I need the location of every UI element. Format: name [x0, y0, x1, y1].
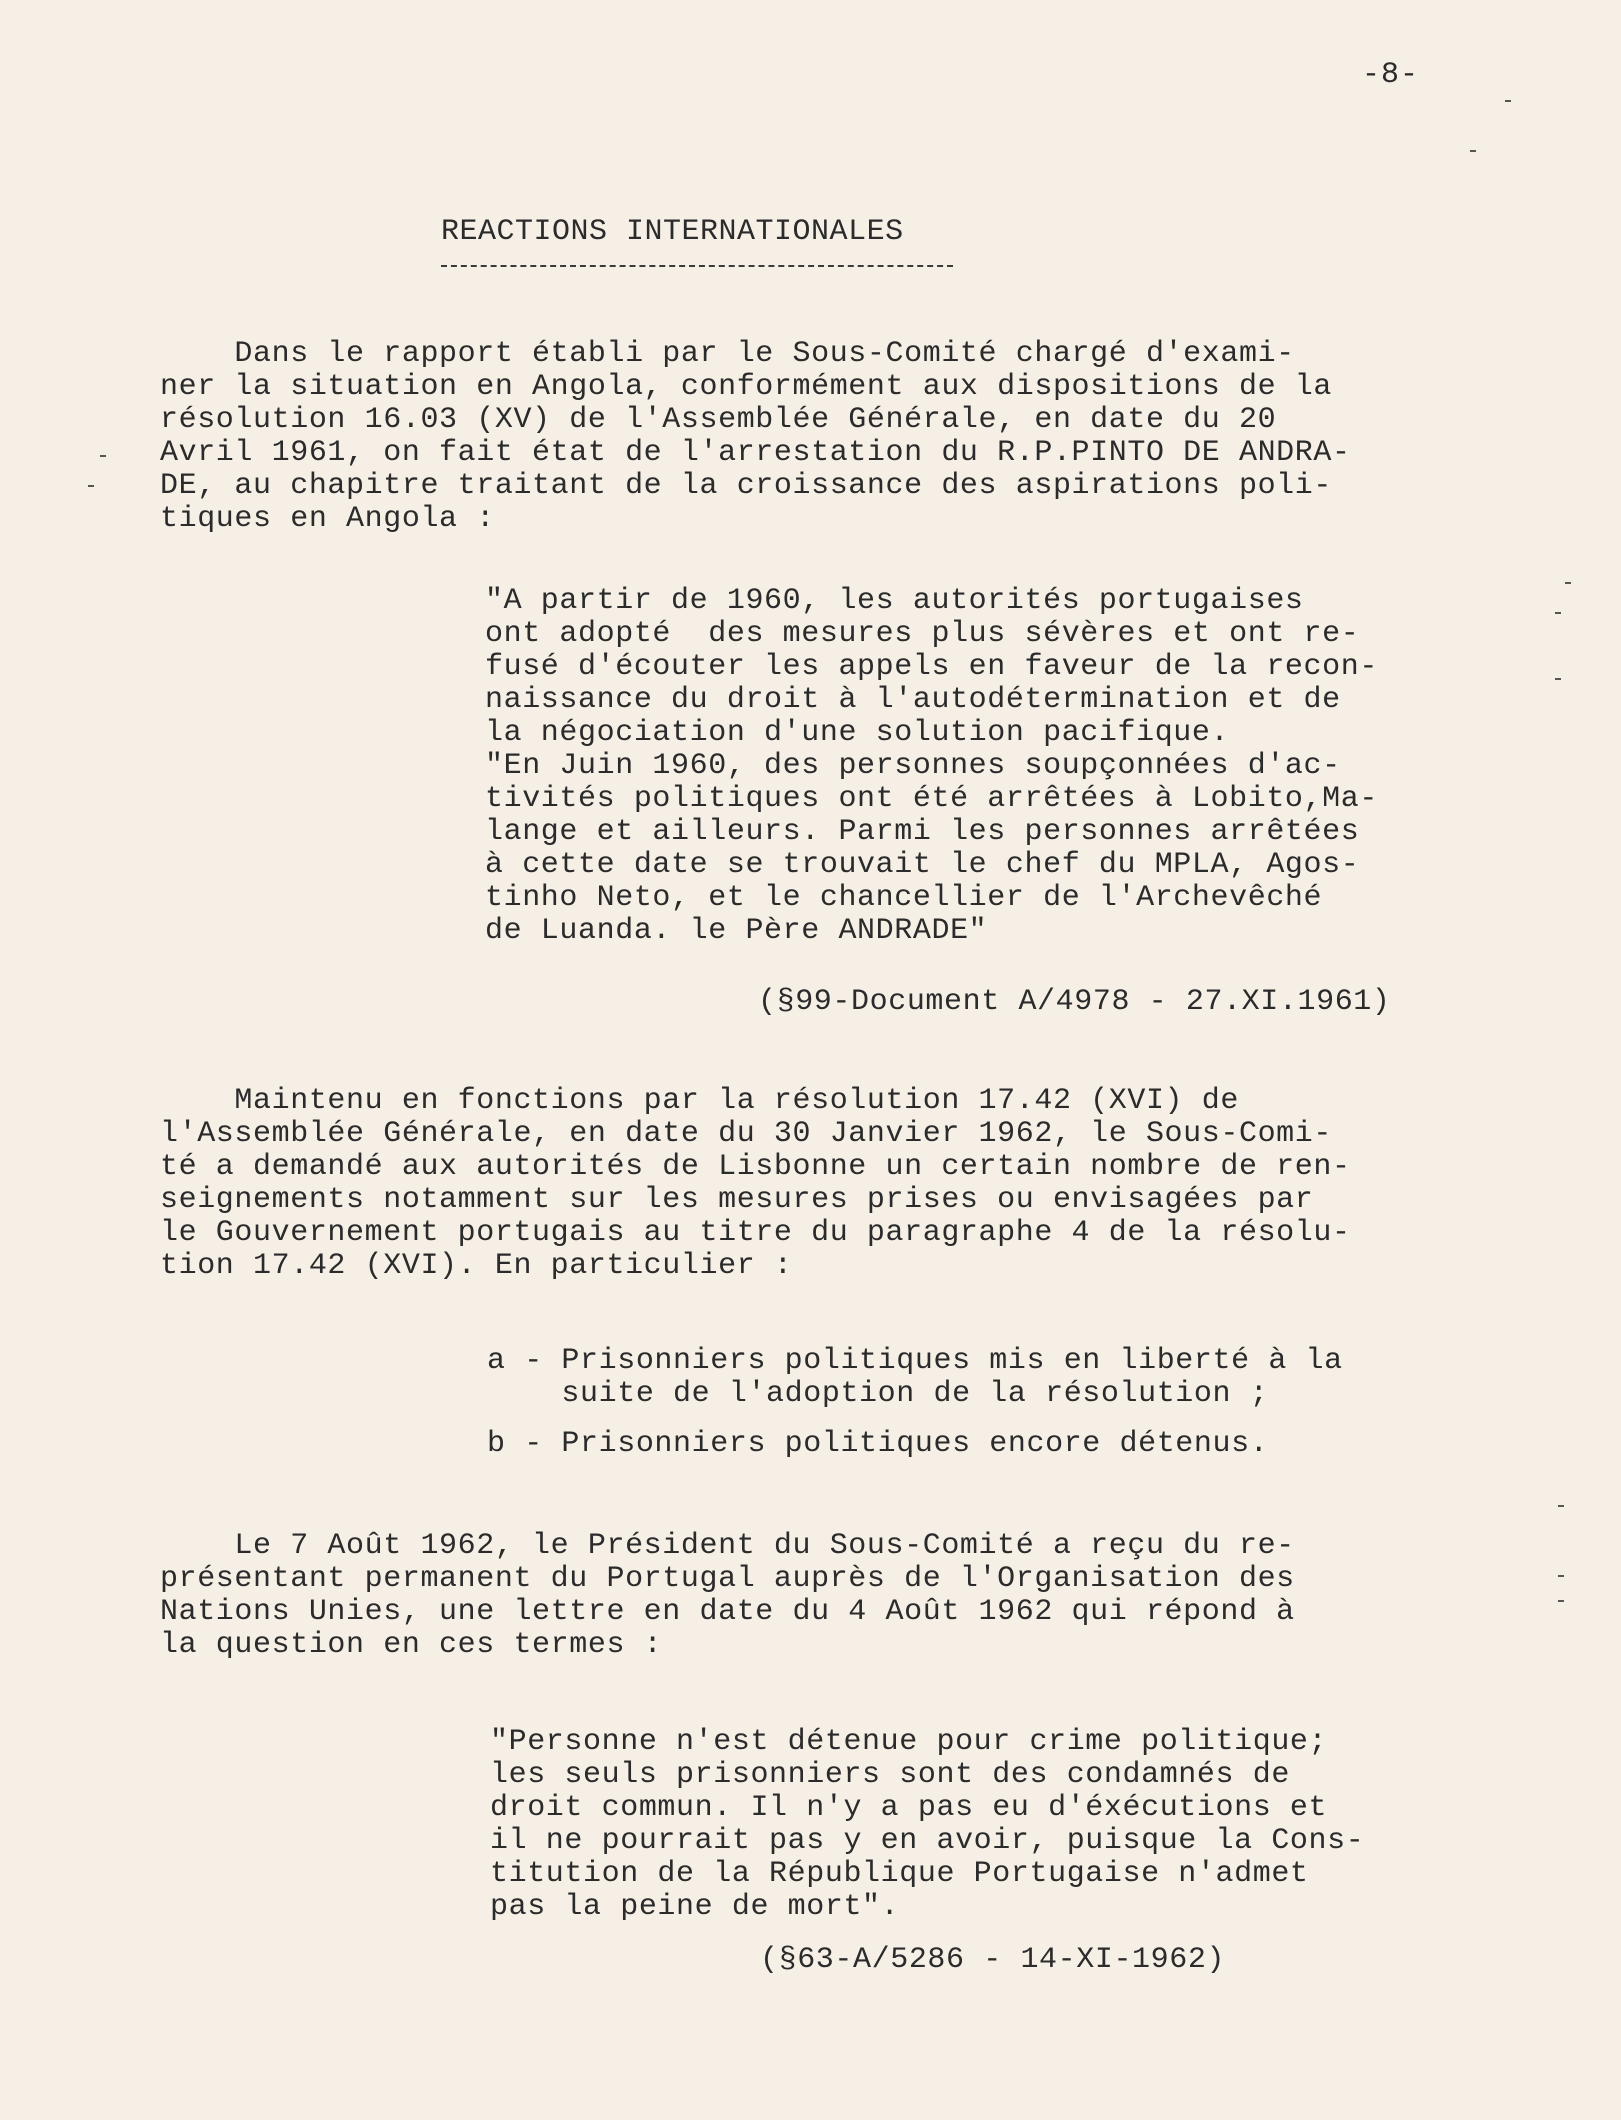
- list-item-line: suite de l'adoption de la résolution ;: [487, 1377, 1269, 1411]
- paragraph-line: Nations Unies, une lettre en date du 4 Août 1962 qui répond à: [160, 1595, 1295, 1629]
- margin-mark: [1565, 582, 1571, 584]
- margin-mark: [1555, 678, 1561, 680]
- paragraph-line: DE, au chapitre traitant de la croissance des aspirations poli-: [160, 469, 1332, 503]
- margin-mark: [1558, 1600, 1564, 1602]
- heading-underline: [441, 265, 953, 267]
- paragraph-line: Avril 1961, on fait état de l'arrestation du R.P.PINTO DE ANDRA-: [160, 436, 1351, 470]
- paragraph-line: l'Assemblée Générale, en date du 30 Janvier 1962, le Sous-Comi-: [160, 1117, 1332, 1151]
- paragraph-line: Le 7 Août 1962, le Président du Sous-Comité a reçu du re-: [160, 1529, 1295, 1563]
- margin-mark: [1470, 150, 1476, 152]
- quote-line: fusé d'écouter les appels en faveur de la recon-: [485, 650, 1378, 684]
- margin-mark: [1555, 612, 1561, 614]
- paragraph-line: présentant permanent du Portugal auprès de l'Organisation des: [160, 1562, 1295, 1596]
- list: [487, 1345, 1343, 1411]
- quote-line: droit commun. Il n'y a pas eu d'éxécutions et: [490, 1791, 1328, 1825]
- quote-line: les seuls prisonniers sont des condamnés de: [490, 1758, 1290, 1792]
- paragraph-line: la question en ces termes :: [160, 1628, 663, 1662]
- quote-line: tinho Neto, et le chancellier de l'Archevêché: [485, 881, 1323, 915]
- margin-mark: [1558, 1505, 1564, 1507]
- margin-mark: [88, 485, 94, 487]
- quote-line: à cette date se trouvait le chef du MPLA, Agos-: [485, 848, 1360, 882]
- quote-line: il ne pourrait pas y en avoir, puisque la Cons-: [490, 1824, 1365, 1858]
- paragraph-line: Maintenu en fonctions par la résolution 17.42 (XVI) de: [160, 1084, 1239, 1118]
- quote-line: titution de la République Portugaise n'admet: [490, 1857, 1309, 1891]
- quote-line: la négociation d'une solution pacifique.: [485, 716, 1230, 750]
- paragraph-line: Dans le rapport établi par le Sous-Comité chargé d'exami-: [160, 337, 1295, 371]
- paragraph-line: seignements notamment sur les mesures prises ou envisagées par: [160, 1183, 1314, 1217]
- quote-line: "En Juin 1960, des personnes soupçonnées d'ac-: [485, 749, 1341, 783]
- margin-mark: [1558, 1575, 1564, 1577]
- section-heading: REACTIONS INTERNATIONALES: [441, 215, 904, 249]
- quote-line: "Personne n'est détenue pour crime politique;: [490, 1725, 1328, 1759]
- paragraph-1: [160, 338, 1351, 536]
- margin-mark: [1505, 100, 1511, 102]
- list-item-line: b - Prisonniers politiques encore détenus.: [487, 1427, 1269, 1461]
- paragraph-line: le Gouvernement portugais au titre du paragraphe 4 de la résolu-: [160, 1216, 1351, 1250]
- margin-mark: [100, 455, 106, 457]
- quote-2: [490, 1726, 1364, 1924]
- quote-line: ont adopté des mesures plus sévères et ont re-: [485, 617, 1360, 651]
- list-item-line: a - Prisonniers politiques mis en liberté à la: [487, 1344, 1343, 1378]
- paragraph-line: tiques en Angola :: [160, 502, 495, 536]
- quote-line: pas la peine de mort".: [490, 1890, 900, 1924]
- paragraph-line: té a demandé aux autorités de Lisbonne un certain nombre de ren-: [160, 1150, 1351, 1184]
- quote-1: [485, 585, 1378, 948]
- quote-1-citation: (§99-Document A/4978 - 27.XI.1961): [758, 985, 1391, 1019]
- paragraph-2: [160, 1085, 1351, 1283]
- quote-line: tivités politiques ont été arrêtées à Lobito,Ma-: [485, 782, 1378, 816]
- paragraph-line: tion 17.42 (XVI). En particulier :: [160, 1249, 793, 1283]
- paragraph-line: ner la situation en Angola, conformément aux dispositions de la: [160, 370, 1332, 404]
- quote-line: de Luanda. le Père ANDRADE": [485, 914, 988, 948]
- paragraph-3: [160, 1530, 1295, 1662]
- list-item: [487, 1345, 1343, 1411]
- quote-line: "A partir de 1960, les autorités portugaises: [485, 584, 1304, 618]
- quote-line: naissance du droit à l'autodétermination et de: [485, 683, 1341, 717]
- page-number: -8-: [1362, 58, 1420, 92]
- quote-line: lange et ailleurs. Parmi les personnes arrêtées: [485, 815, 1360, 849]
- paragraph-line: résolution 16.03 (XV) de l'Assemblée Générale, en date du 20: [160, 403, 1277, 437]
- list-item-b: [487, 1428, 1268, 1461]
- quote-2-citation: (§63-A/5286 - 14-XI-1962): [760, 1943, 1226, 1977]
